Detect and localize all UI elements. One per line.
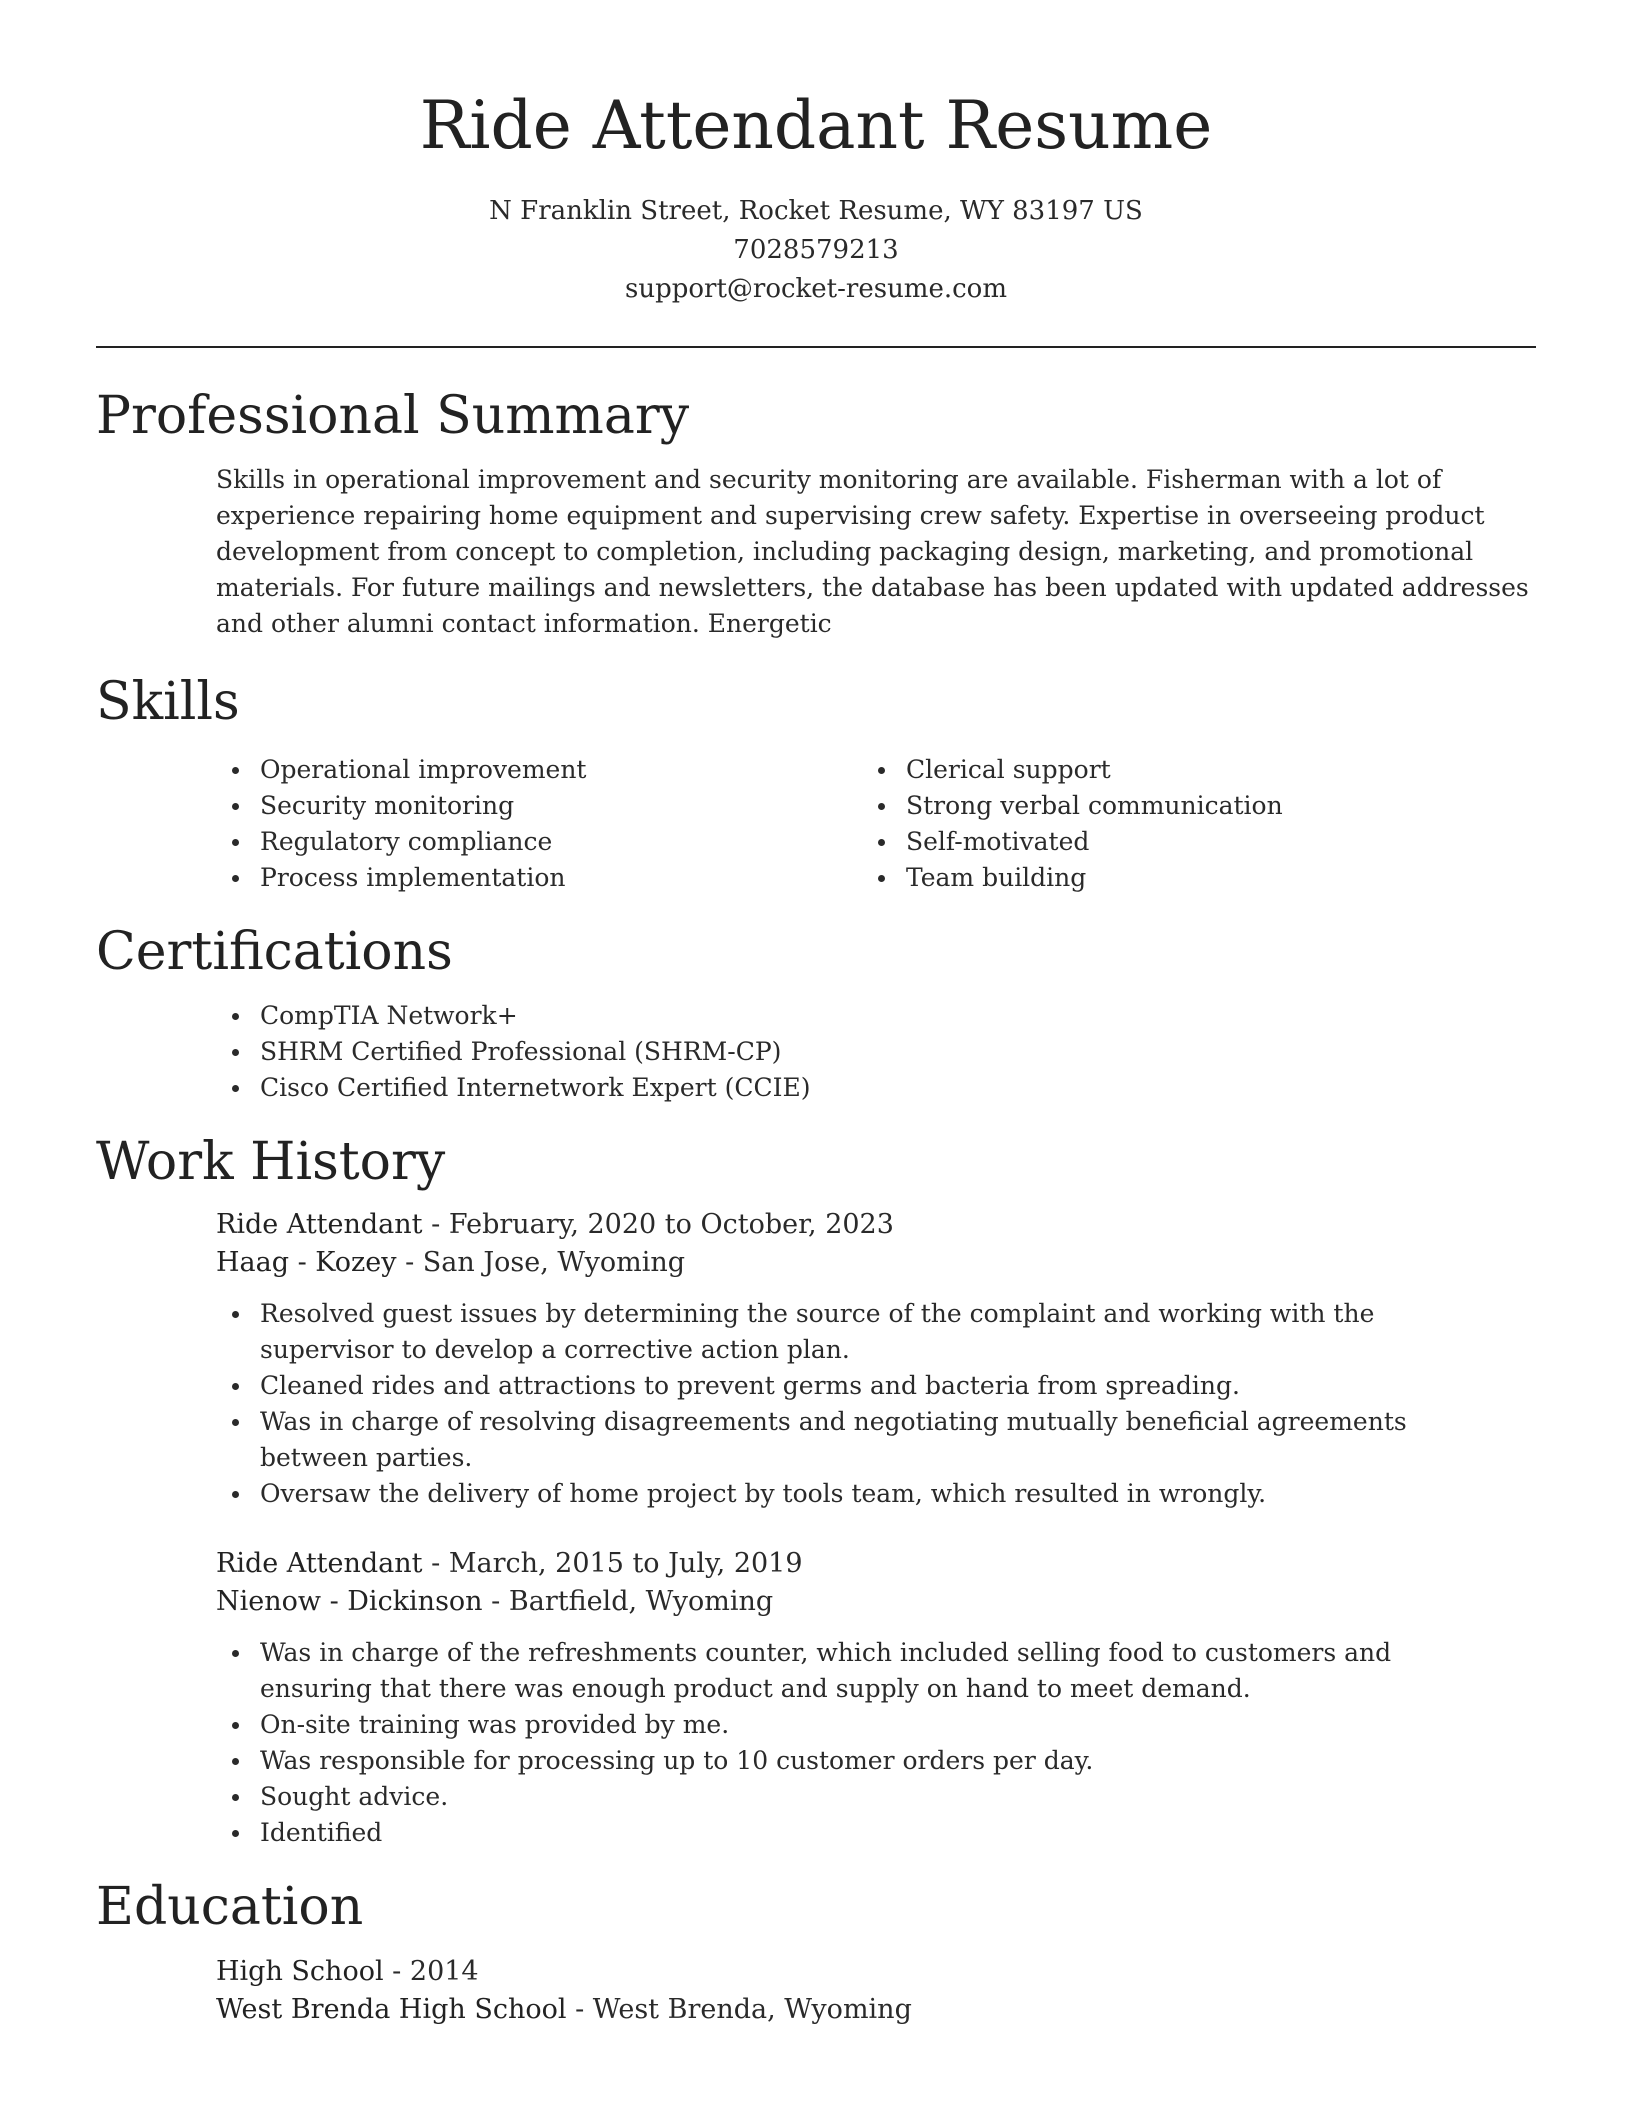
certification-item: Cisco Certified Internetwork Expert (CCIE) bbox=[230, 1070, 1536, 1106]
job-dates: February, 2020 to October, 2023 bbox=[448, 1209, 894, 1240]
contact-email: support@rocket-resume.com bbox=[624, 274, 1007, 304]
skills-list-right bbox=[876, 752, 1392, 896]
job-title: Ride Attendant bbox=[216, 1548, 423, 1579]
education-heading: Education bbox=[96, 1877, 364, 1937]
skill-item: Self-motivated bbox=[876, 824, 1392, 860]
certifications-section bbox=[96, 920, 1536, 1106]
contact-phone: 7028579213 bbox=[733, 235, 899, 265]
skills-section bbox=[96, 670, 1536, 896]
duty-item: Resolved guest issues by determining the source of the complaint and working with the supervisor to develop a corrective action plan. bbox=[230, 1296, 1450, 1368]
separator: - bbox=[383, 1956, 410, 1987]
header-divider bbox=[96, 346, 1536, 348]
job-entry bbox=[96, 1545, 1536, 1851]
duty-item: Was in charge of resolving disagreements and negotiating mutually beneficial agreements between parties. bbox=[230, 1404, 1450, 1476]
job-duties bbox=[230, 1635, 1450, 1851]
contact-address: N Franklin Street, Rocket Resume, WY 83197 US bbox=[489, 196, 1143, 226]
education-location: West Brenda, Wyoming bbox=[592, 1994, 912, 2025]
summary-text: Skills in operational improvement and security monitoring are available. Fisherman with a lot of experience repairing home equipment and supervising crew safety. Expertise in overseeing product development from concept to completion, including packaging design, marketing, and promotional materials. For future mailings and newsletters, the database has been updated with updated addresses and other alumni contact information. Energetic bbox=[216, 465, 1529, 638]
separator: - bbox=[422, 1209, 449, 1240]
duty-item: Sought advice. bbox=[230, 1779, 1450, 1815]
job-title-line bbox=[216, 1206, 1536, 1244]
skill-item: Clerical support bbox=[876, 752, 1392, 788]
summary-section bbox=[96, 384, 1536, 642]
job-entry bbox=[96, 1206, 1536, 1512]
job-dates: March, 2015 to July, 2019 bbox=[448, 1548, 803, 1579]
education-year: 2014 bbox=[409, 1956, 479, 1987]
skill-item: Security monitoring bbox=[230, 788, 746, 824]
job-company-line bbox=[216, 1244, 1536, 1282]
skill-item: Strong verbal communication bbox=[876, 788, 1392, 824]
job-company-line bbox=[216, 1583, 1536, 1621]
job-company: Nienow - Dickinson bbox=[216, 1586, 483, 1617]
work-section bbox=[96, 1130, 1536, 1851]
duty-item: Oversaw the delivery of home project by tools team, which resulted in wrongly. bbox=[230, 1476, 1450, 1512]
job-duties bbox=[230, 1296, 1450, 1512]
duty-item: Was responsible for processing up to 10 customer orders per day. bbox=[230, 1743, 1450, 1779]
education-school-line bbox=[216, 1991, 1536, 2029]
resume-header bbox=[96, 0, 1536, 309]
separator: - bbox=[482, 1586, 509, 1617]
skill-item: Team building bbox=[876, 860, 1392, 896]
certification-item: CompTIA Network+ bbox=[230, 998, 1536, 1034]
skill-item: Operational improvement bbox=[230, 752, 746, 788]
resume-title: Ride Attendant Resume bbox=[419, 87, 1213, 164]
skill-item: Regulatory compliance bbox=[230, 824, 746, 860]
separator: - bbox=[566, 1994, 593, 2025]
job-location: San Jose, Wyoming bbox=[422, 1247, 686, 1278]
skill-item: Process implementation bbox=[230, 860, 746, 896]
education-school: West Brenda High School bbox=[216, 1994, 567, 2025]
separator: - bbox=[396, 1247, 423, 1278]
skills-heading: Skills bbox=[96, 672, 240, 732]
education-degree-line bbox=[216, 1953, 1536, 1991]
job-title-line bbox=[216, 1545, 1536, 1583]
job-company: Haag - Kozey bbox=[216, 1247, 397, 1278]
separator: - bbox=[422, 1548, 449, 1579]
certifications-heading: Certifications bbox=[96, 922, 453, 982]
skills-list-left bbox=[230, 752, 746, 896]
resume-page bbox=[96, 0, 1536, 2029]
work-heading: Work History bbox=[96, 1132, 446, 1192]
education-section bbox=[96, 1875, 1536, 2029]
duty-item: On-site training was provided by me. bbox=[230, 1707, 1450, 1743]
duty-item: Identified bbox=[230, 1815, 1450, 1851]
skills-grid bbox=[96, 752, 1536, 896]
contact-block bbox=[96, 192, 1536, 309]
certification-item: SHRM Certified Professional (SHRM-CP) bbox=[230, 1034, 1536, 1070]
job-location: Bartfield, Wyoming bbox=[508, 1586, 774, 1617]
job-title: Ride Attendant bbox=[216, 1209, 423, 1240]
certifications-list bbox=[230, 998, 1536, 1106]
education-degree: High School bbox=[216, 1956, 384, 1987]
duty-item: Was in charge of the refreshments counter, which included selling food to customers and ensuring that there was enough product and supply on hand to meet demand. bbox=[230, 1635, 1450, 1707]
duty-item: Cleaned rides and attractions to prevent germs and bacteria from spreading. bbox=[230, 1368, 1450, 1404]
summary-heading: Professional Summary bbox=[96, 386, 690, 446]
